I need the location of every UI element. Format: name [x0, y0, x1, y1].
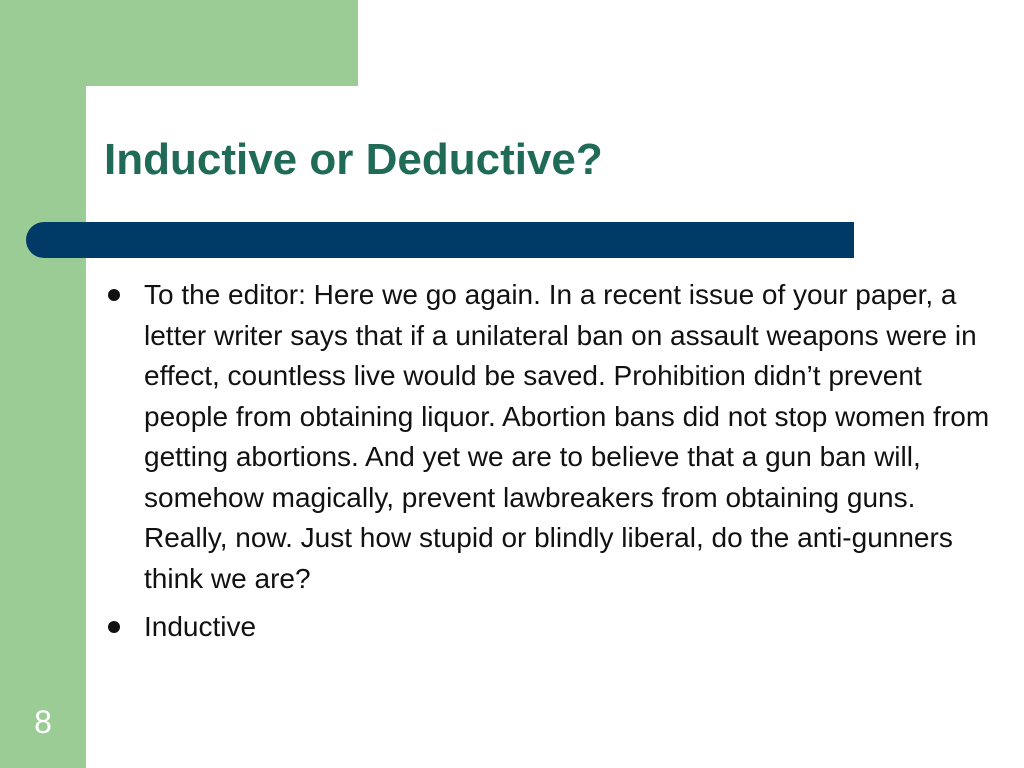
bullet-item-editor-letter: [104, 275, 994, 599]
title-underline-bar: [26, 222, 854, 258]
bullet-dot-icon: [108, 621, 120, 633]
bullet-text: Inductive: [144, 611, 257, 642]
decorative-green-top-band: [0, 0, 358, 86]
bullet-dot-icon: [108, 289, 120, 301]
bullet-text: To the editor: Here we go again. In a recent issue of your paper, a letter writer says that if a unilateral ban on assault weapons were in effect, countless live would be saved. Prohibition didn’t prevent people from obtaining liquor. Abortion bans did not stop women from getting abortions. And yet we are to believe that a gun ban will, somehow magically, prevent lawbreakers from obtaining guns. Really, now. Just how stupid or blindly liberal, do the anti-gunners think we are?: [144, 279, 990, 594]
slide-number: 8: [34, 704, 52, 740]
bullet-item-answer: [104, 607, 994, 648]
bullet-list: [104, 275, 994, 656]
slide-title: Inductive or Deductive?: [104, 135, 603, 184]
decorative-green-sidebar: [0, 0, 86, 768]
